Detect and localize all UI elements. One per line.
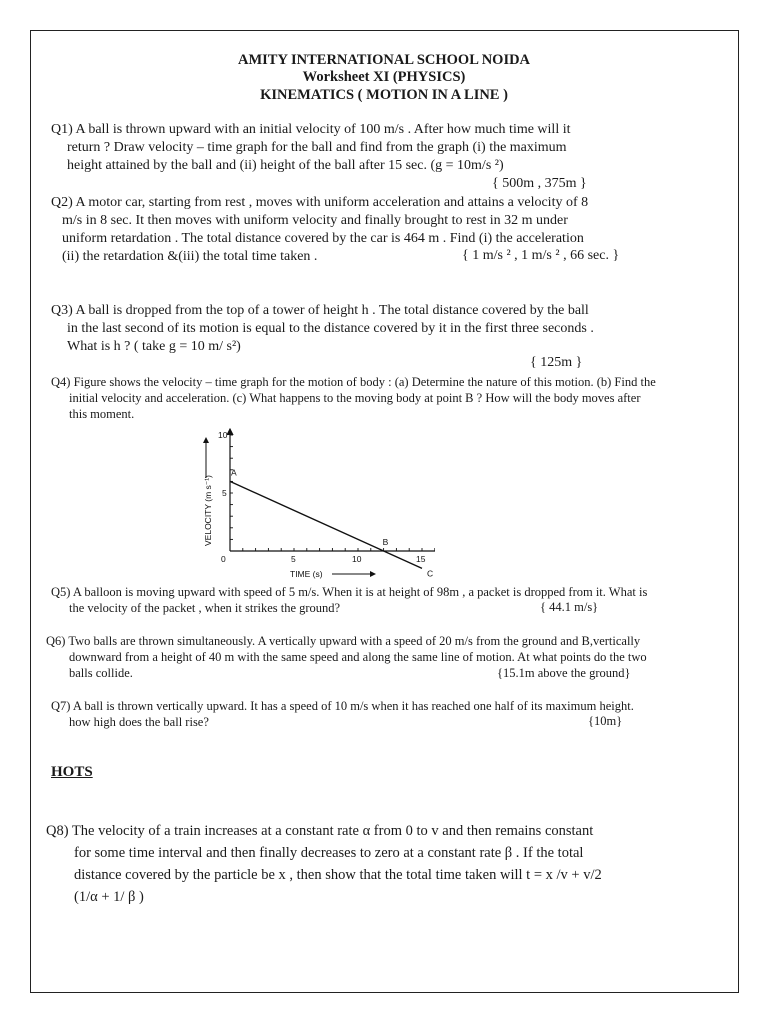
worksheet-title: Worksheet XI (PHYSICS) [302, 69, 466, 85]
velocity-time-graph [195, 428, 435, 583]
graph-axes [230, 429, 435, 551]
q3-line: in the last second of its motion is equal to the distance covered by it in the first three seconds . [67, 321, 594, 336]
y-axis-label: VELOCITY (m s⁻¹) [203, 475, 213, 546]
q6-line: Q6) Two balls are thrown simultaneously. A vertically upward with a speed of 20 m/s from the ground and B,vertically [46, 634, 641, 648]
q5-line: the velocity of the packet , when it strikes the ground? [69, 601, 341, 615]
x-tick-label: 15 [416, 554, 426, 564]
topic-title: KINEMATICS ( MOTION IN A LINE ) [260, 87, 508, 103]
x-tick-label: 0 [221, 554, 226, 564]
q8-line: (1/α + 1/ β ) [74, 889, 144, 905]
x-tick-label: 5 [291, 554, 296, 564]
q2-line: (ii) the retardation &(iii) the total time taken . [62, 249, 318, 264]
q1-answer: { 500m , 375m } [492, 176, 587, 191]
y-tick-label: 10 [218, 430, 228, 440]
x-axis-label: TIME (s) [290, 569, 323, 579]
velocity-line [230, 481, 422, 568]
question-7 [51, 698, 634, 730]
y-tick-label: 5 [222, 488, 227, 498]
q2-answer: { 1 m/s ² , 1 m/s ² , 66 sec. } [462, 248, 620, 263]
q8-line: distance covered by the particle be x , then show that the total time taken will t = x /v + v/2 [74, 867, 602, 883]
q7-line: Q7) A ball is thrown vertically upward. It has a speed of 10 m/s when it has reached one half of its maximum height. [51, 699, 634, 713]
point-label-b: B [382, 537, 389, 547]
point-label-a: A [231, 467, 237, 478]
x-tick-label: 10 [352, 554, 362, 564]
q4-line: Q4) Figure shows the velocity – time graph for the motion of body : (a) Determine the nature of this motion. (b) Find the [51, 375, 656, 389]
q6-line: balls collide. [69, 666, 133, 680]
q3-line: What is h ? ( take g = 10 m/ s²) [67, 339, 241, 354]
question-4 [51, 374, 656, 422]
graph-series [230, 467, 433, 578]
q7-line: how high does the ball rise? [69, 715, 209, 729]
q7-answer: {10m} [588, 714, 623, 728]
graph-ticks [218, 430, 435, 564]
q5-line: Q5) A balloon is moving upward with speed of 5 m/s. When it is at height of 98m , a packet is dropped from it. What is [51, 585, 648, 599]
point-label-c: C [427, 568, 434, 579]
q4-line: this moment. [69, 407, 135, 421]
question-3 [51, 302, 594, 356]
q1-line: return ? Draw velocity – time graph for the ball and find from the graph (i) the maximum [67, 140, 567, 155]
q3-line: Q3) A ball is dropped from the top of a tower of height h . The total distance covered by the ball [51, 303, 589, 318]
question-8 [46, 820, 602, 908]
question-1 [51, 121, 571, 175]
school-name: AMITY INTERNATIONAL SCHOOL NOIDA [237, 52, 531, 68]
hots-heading: HOTS [51, 764, 93, 780]
q6-answer: {15.1m above the ground} [497, 666, 631, 680]
q1-line: Q1) A ball is thrown upward with an initial velocity of 100 m/s . After how much time will it [51, 122, 571, 137]
q2-line: m/s in 8 sec. It then moves with uniform velocity and finally brought to rest in 32 m under [62, 213, 568, 228]
q4-line: initial velocity and acceleration. (c) What happens to the moving body at point B ? How will the body moves after [69, 391, 641, 405]
q3-answer: { 125m } [530, 355, 583, 370]
q6-line: downward from a height of 40 m with the same speed and along the same line of motion. At what points do the two [69, 650, 647, 664]
q2-line: Q2) A motor car, starting from rest , moves with uniform acceleration and attains a velocity of 8 [51, 195, 589, 210]
q8-line: Q8) The velocity of a train increases at a constant rate α from 0 to v and then remains constant [46, 823, 594, 839]
q5-answer: { 44.1 m/s} [540, 600, 599, 614]
q2-line: uniform retardation . The total distance covered by the car is 464 m . Find (i) the acceleration [62, 231, 584, 246]
q8-line: for some time interval and then finally decreases to zero at a constant rate β . If the total [74, 845, 584, 861]
q1-line: height attained by the ball and (ii) height of the ball after 15 sec. (g = 10m/s ²) [67, 158, 504, 173]
